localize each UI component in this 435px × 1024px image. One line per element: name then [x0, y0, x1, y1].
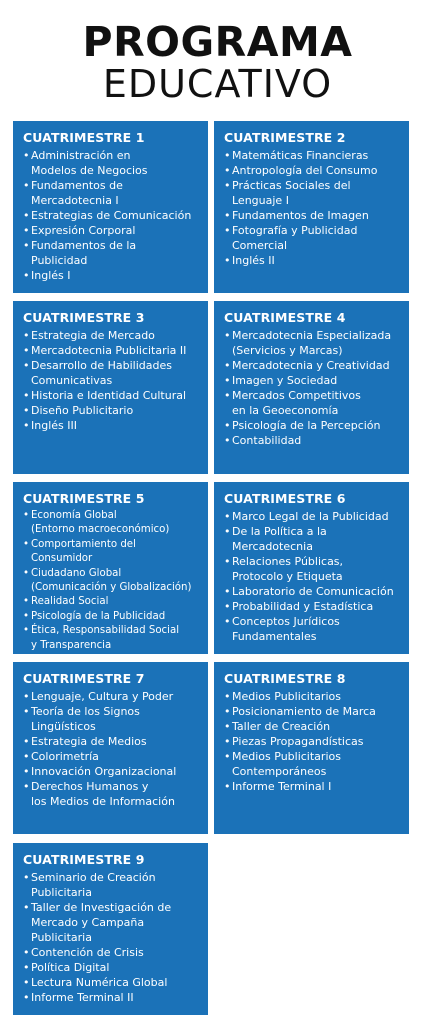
cuatrimestre-heading: CUATRIMESTRE 1	[23, 130, 145, 145]
subject-item: • Contención de Crisis	[23, 945, 200, 960]
subject-item: • Innovación Organizacional	[23, 764, 200, 779]
cuatrimestre-3-card	[13, 301, 208, 474]
subject-item: • Comportamiento del Consumidor	[23, 538, 200, 567]
subject-item: • Economía Global (Entorno macroeconómico)	[23, 509, 200, 538]
subject-list	[224, 328, 401, 448]
subject-item: • Piezas Propagandísticas	[224, 734, 401, 749]
cuatrimestre-8-card	[214, 662, 409, 834]
subject-item: • Inglés III	[23, 418, 200, 433]
cuatrimestre-5-card	[13, 482, 208, 654]
subject-item: • De la Política a la Mercadotecnia	[224, 524, 401, 554]
subject-list	[23, 870, 200, 1005]
subject-item: • Estrategia de Mercado	[23, 328, 200, 343]
cuatrimestre-6-card	[214, 482, 409, 654]
subject-item: • Fundamentos de Imagen	[224, 208, 401, 223]
subject-list	[224, 509, 401, 644]
subject-item: • Inglés I	[23, 268, 200, 283]
subject-item: • Mercadotecnia Publicitaria II	[23, 343, 200, 358]
cuatrimestre-heading: CUATRIMESTRE 5	[23, 491, 145, 506]
cuatrimestre-heading: CUATRIMESTRE 6	[224, 491, 346, 506]
subject-list	[23, 509, 200, 653]
subject-item: • Taller de Creación	[224, 719, 401, 734]
cuatrimestre-7-card	[13, 662, 208, 834]
subject-item: • Teoría de los Signos Lingüísticos	[23, 704, 200, 734]
subject-item: • Medios Publicitarios Contemporáneos	[224, 749, 401, 779]
cuatrimestre-9-card	[13, 843, 208, 1015]
subject-item: • Fotografía y Publicidad Comercial	[224, 223, 401, 253]
subject-item: • Laboratorio de Comunicación	[224, 584, 401, 599]
subject-list	[224, 689, 401, 794]
subject-item: • Diseño Publicitario	[23, 403, 200, 418]
subject-item: • Contabilidad	[224, 433, 401, 448]
subject-item: • Medios Publicitarios	[224, 689, 401, 704]
subject-item: • Fundamentos de la Publicidad	[23, 238, 200, 268]
title-line-2: EDUCATIVO	[102, 62, 333, 106]
subject-item: • Seminario de Creación Publicitaria	[23, 870, 200, 900]
cuatrimestre-heading: CUATRIMESTRE 3	[23, 310, 145, 325]
cuatrimestre-4-card	[214, 301, 409, 474]
subject-item: • Ética, Responsabilidad Social y Transparencia	[23, 624, 200, 653]
subject-item: • Imagen y Sociedad	[224, 373, 401, 388]
subject-item: • Estrategia de Medios	[23, 734, 200, 749]
subject-list	[23, 689, 200, 809]
cuatrimestre-heading: CUATRIMESTRE 8	[224, 671, 346, 686]
subject-item: • Taller de Investigación de Mercado y Campaña Publicitaria	[23, 900, 200, 945]
subject-item: • Mercados Competitivos en la Geoeconomía	[224, 388, 401, 418]
subject-item: • Historia e Identidad Cultural	[23, 388, 200, 403]
subject-item: • Desarrollo de Habilidades Comunicativas	[23, 358, 200, 388]
subject-item: • Mercadotecnia y Creatividad	[224, 358, 401, 373]
subject-item: • Inglés II	[224, 253, 401, 268]
subject-item: • Conceptos Jurídicos Fundamentales	[224, 614, 401, 644]
subject-item: • Probabilidad y Estadística	[224, 599, 401, 614]
subject-list	[224, 148, 401, 268]
cuatrimestre-heading: CUATRIMESTRE 4	[224, 310, 346, 325]
subject-item: • Antropología del Consumo	[224, 163, 401, 178]
subject-item: • Posicionamiento de Marca	[224, 704, 401, 719]
subject-item: • Lenguaje, Cultura y Poder	[23, 689, 200, 704]
subject-item: • Derechos Humanos y los Medios de Información	[23, 779, 200, 809]
subject-item: • Realidad Social	[23, 595, 200, 609]
subject-item: • Fundamentos de Mercadotecnia I	[23, 178, 200, 208]
subject-item: • Administración en Modelos de Negocios	[23, 148, 200, 178]
subject-item: • Política Digital	[23, 960, 200, 975]
subject-item: • Marco Legal de la Publicidad	[224, 509, 401, 524]
cuatrimestre-heading: CUATRIMESTRE 2	[224, 130, 346, 145]
cuatrimestre-1-card	[13, 121, 208, 293]
subject-item: • Psicología de la Publicidad	[23, 610, 200, 624]
subject-item: • Psicología de la Percepción	[224, 418, 401, 433]
subject-item: • Ciudadano Global (Comunicación y Globalización)	[23, 567, 200, 596]
subject-item: • Prácticas Sociales del Lenguaje I	[224, 178, 401, 208]
subject-item: • Matemáticas Financieras	[224, 148, 401, 163]
subject-list	[23, 148, 200, 283]
page-title	[0, 18, 435, 106]
cuatrimestre-heading: CUATRIMESTRE 7	[23, 671, 145, 686]
subject-item: • Relaciones Públicas, Protocolo y Etiqueta	[224, 554, 401, 584]
subject-item: • Informe Terminal I	[224, 779, 401, 794]
subject-item: • Informe Terminal II	[23, 990, 200, 1005]
subject-item: • Lectura Numérica Global	[23, 975, 200, 990]
cuatrimestre-2-card	[214, 121, 409, 293]
cuatrimestre-heading: CUATRIMESTRE 9	[23, 852, 145, 867]
subject-item: • Mercadotecnia Especializada (Servicios y Marcas)	[224, 328, 401, 358]
subject-item: • Expresión Corporal	[23, 223, 200, 238]
title-line-1: PROGRAMA	[82, 18, 353, 66]
subject-item: • Colorimetría	[23, 749, 200, 764]
subject-list	[23, 328, 200, 433]
subject-item: • Estrategias de Comunicación	[23, 208, 200, 223]
